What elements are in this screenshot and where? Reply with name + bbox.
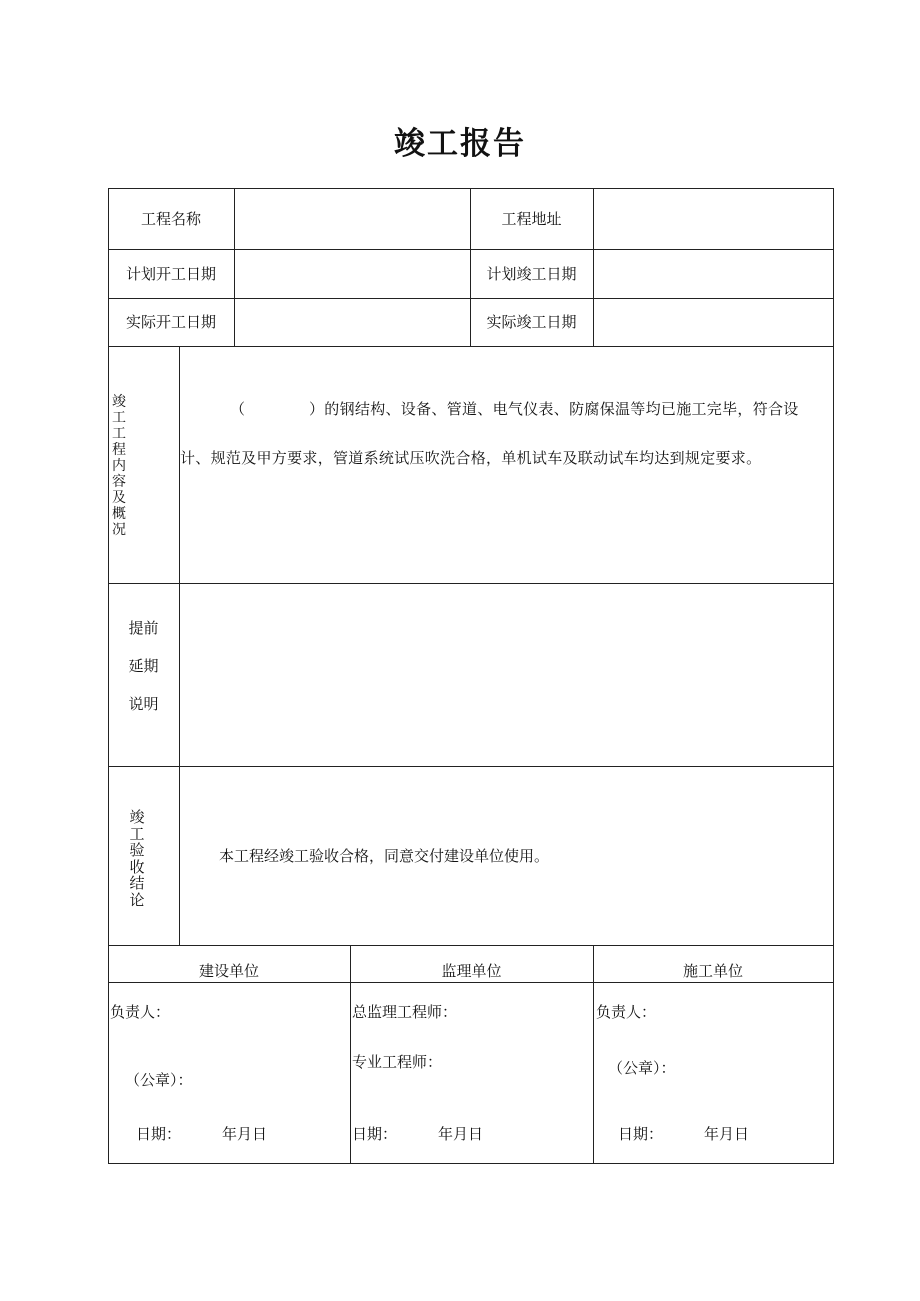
project-address-label: 工程地址 [501,210,562,228]
row-divider [108,945,834,946]
row-divider [108,766,834,767]
actual-completion-value[interactable] [594,299,833,345]
owner-date-label: 日期： [136,1125,182,1143]
supervisor-heading: 监理单位 [441,962,502,980]
row-divider [108,583,834,584]
overview-line1-open: （ [230,400,246,418]
early-delay-label-2: 延期 [128,657,159,675]
table-border-top [108,188,834,189]
overview-label: 竣工工程内容及概况 [112,394,126,538]
overview-line2: 计、规范及甲方要求，管道系统试压吹洗合格，单机试车及联动试车均达到规定要求。 [180,449,762,467]
row-divider [108,249,834,250]
overview-line1: ）的钢结构、设备、管道、电气仪表、防腐保温等均已施工完毕，符合设 [309,400,799,418]
owner-responsible: 负责人： [110,1003,171,1021]
column-divider [179,346,180,945]
supervisor-chief: 总监理工程师： [352,1003,458,1021]
actual-start-label: 实际开工日期 [125,313,216,331]
supervisor-date-value: 年月日 [438,1125,484,1143]
contractor-date-label: 日期： [618,1125,664,1143]
project-name-value[interactable] [235,190,470,248]
supervisor-date-label: 日期： [352,1125,398,1143]
table-border-left [108,188,109,1164]
actual-start-value[interactable] [235,299,470,345]
project-address-value[interactable] [594,190,833,248]
planned-start-value[interactable] [235,251,470,297]
early-delay-content[interactable] [181,586,831,764]
actual-completion-label: 实际竣工日期 [486,313,577,331]
contractor-date-value: 年月日 [704,1125,750,1143]
owner-heading: 建设单位 [198,962,259,980]
table-border-bottom [108,1163,834,1164]
owner-seal: （公章）： [125,1071,193,1089]
project-name-label: 工程名称 [140,210,201,228]
contractor-heading: 施工单位 [682,962,743,980]
early-delay-label-1: 提前 [128,619,159,637]
row-divider [108,982,834,983]
acceptance-text: 本工程经竣工验收合格，同意交付建设单位使用。 [219,847,550,865]
planned-completion-label: 计划竣工日期 [486,265,577,283]
owner-date-value: 年月日 [222,1125,268,1143]
row-divider [108,346,834,347]
planned-completion-value[interactable] [594,251,833,297]
planned-start-label: 计划开工日期 [125,265,216,283]
contractor-seal: （公章）： [608,1059,676,1077]
contractor-responsible: 负责人： [596,1003,657,1021]
supervisor-specialist: 专业工程师： [352,1053,443,1071]
acceptance-label: 竣工验收结论 [129,808,145,909]
page-title: 竣工报告 [394,126,526,162]
early-delay-label-3: 说明 [128,695,159,713]
table-border-right [833,188,834,1164]
